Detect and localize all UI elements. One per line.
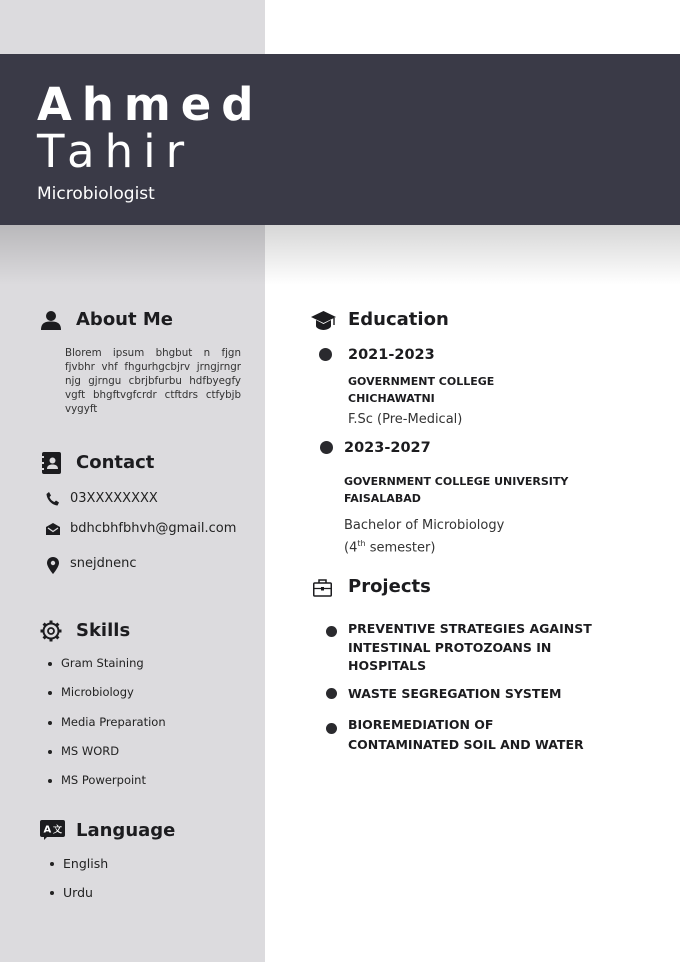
project-bullet bbox=[326, 626, 337, 637]
education-years: 2021-2023 bbox=[348, 347, 435, 363]
education-title: Education bbox=[348, 309, 449, 330]
degree-line: Bachelor of Microbiology bbox=[344, 518, 505, 533]
first-name: Ahmed bbox=[37, 78, 264, 131]
projects-title: Projects bbox=[348, 576, 431, 597]
degree-text: semester) bbox=[365, 540, 436, 556]
translate-icon bbox=[40, 820, 65, 840]
about-text: Blorem ipsum bhgbut n fjgn fjvbhr vhf fhgurhgcbjrv jrngjrngr njg gjrngu cbrjbfurbu hdfbyegfy vgft bhgftvgfcrdr ctftdrs ctfybjb vygyft bbox=[65, 347, 241, 415]
svg-text:文: 文 bbox=[53, 825, 63, 836]
institution-line: FAISALABAD bbox=[344, 492, 421, 505]
timeline-dot bbox=[319, 348, 332, 361]
language-list bbox=[50, 856, 108, 915]
location-pin-icon bbox=[47, 557, 59, 574]
skills-list bbox=[48, 656, 166, 802]
briefcase-icon bbox=[313, 579, 332, 597]
project-item: WASTE SEGREGATION SYSTEM bbox=[348, 686, 562, 701]
list-item: Media Preparation bbox=[48, 715, 166, 744]
degree-superscript: th bbox=[357, 539, 366, 548]
phone-icon bbox=[46, 492, 59, 506]
timeline-dot bbox=[320, 441, 333, 454]
institution-line: CHICHAWATNI bbox=[348, 392, 435, 405]
svg-text:A: A bbox=[43, 824, 52, 836]
phone-number[interactable]: 03XXXXXXXX bbox=[70, 491, 158, 506]
project-item: PREVENTIVE STRATEGIES AGAINST INTESTINAL PROTOZOANS IN HOSPITALS bbox=[348, 621, 592, 673]
list-item: Urdu bbox=[50, 885, 108, 914]
institution-line: GOVERNMENT COLLEGE UNIVERSITY bbox=[344, 475, 569, 488]
header-shadow bbox=[0, 225, 680, 285]
list-item: MS WORD bbox=[48, 744, 166, 773]
contact-title: Contact bbox=[76, 452, 155, 473]
project-item: BIOREMEDIATION OF CONTAMINATED SOIL AND WATER bbox=[348, 717, 584, 752]
contact-book-icon bbox=[41, 452, 62, 474]
degree-line bbox=[344, 535, 504, 557]
education-institution bbox=[344, 473, 568, 507]
person-icon bbox=[40, 310, 62, 330]
email-address[interactable]: bdhcbhfbhvh@gmail.com bbox=[70, 521, 237, 536]
last-name: Tahir bbox=[37, 125, 195, 178]
about-title: About Me bbox=[76, 309, 173, 330]
degree-text: (4 bbox=[344, 540, 358, 556]
address: snejdnenc bbox=[70, 556, 137, 571]
project-bullet bbox=[326, 688, 337, 699]
institution-line: GOVERNMENT COLLEGE bbox=[348, 375, 495, 388]
education-degree: F.Sc (Pre-Medical) bbox=[348, 412, 463, 427]
list-item: Microbiology bbox=[48, 685, 166, 714]
education-degree bbox=[344, 517, 504, 557]
language-title: Language bbox=[76, 820, 176, 841]
project-bullet bbox=[326, 723, 337, 734]
skills-title: Skills bbox=[76, 620, 131, 641]
list-item: English bbox=[50, 856, 108, 885]
list-item: Gram Staining bbox=[48, 656, 166, 685]
graduation-cap-icon bbox=[311, 310, 336, 331]
job-title: Microbiologist bbox=[37, 184, 155, 204]
education-institution bbox=[348, 373, 494, 407]
education-years: 2023-2027 bbox=[344, 440, 431, 456]
list-item: MS Powerpoint bbox=[48, 773, 166, 802]
mail-icon bbox=[46, 523, 60, 535]
gear-icon bbox=[40, 620, 62, 642]
